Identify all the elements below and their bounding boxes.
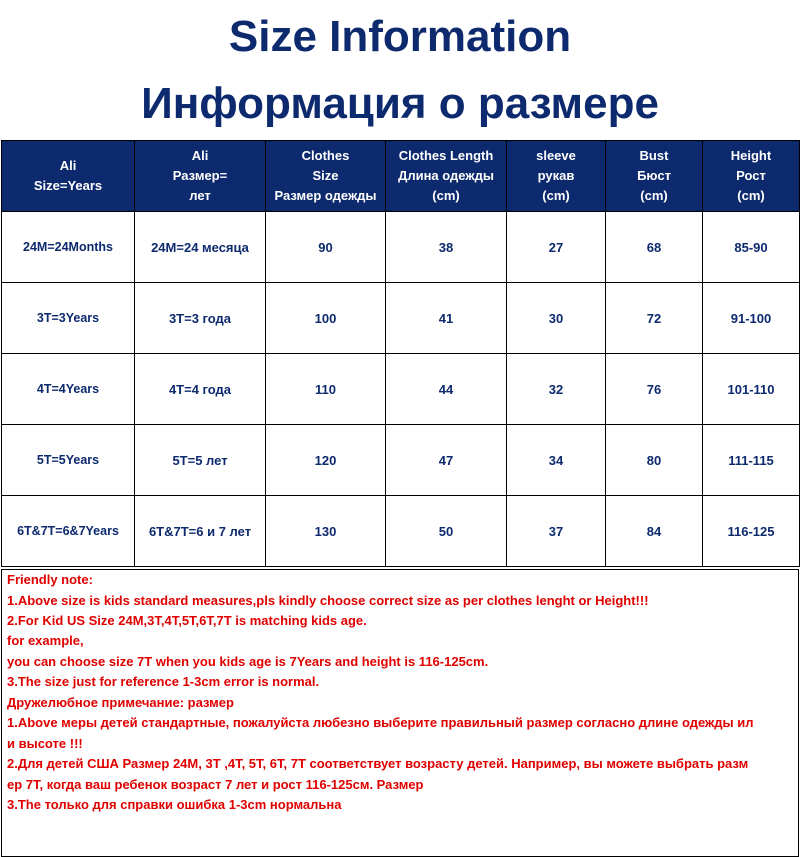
size-table bbox=[1, 140, 800, 567]
header-line: Height bbox=[730, 148, 772, 163]
header-line: Size bbox=[312, 168, 339, 183]
header-line: Рост bbox=[736, 168, 766, 183]
note-line: you can choose size 7T when you kids age is 7Years and height is 116-125cm. bbox=[7, 654, 489, 669]
header-ali-razmer-let bbox=[135, 141, 266, 212]
cell-clothes-length: 41 bbox=[386, 283, 507, 354]
header-bust bbox=[606, 141, 703, 212]
header-sleeve bbox=[507, 141, 606, 212]
header-line: (cm) bbox=[640, 188, 668, 203]
size-table-header-row bbox=[2, 141, 800, 212]
title-english: Size Information bbox=[228, 12, 572, 61]
header-line: Bust bbox=[639, 148, 669, 163]
cell-clothes-size: 100 bbox=[266, 283, 386, 354]
cell-size-russian: 5T=5 лет bbox=[135, 425, 266, 496]
cell-size-years: 3T=3Years bbox=[2, 283, 135, 354]
cell-size-russian: 3T=3 года bbox=[135, 283, 266, 354]
note-line: 2.For Kid US Size 24M,3T,4T,5T,6T,7T is matching kids age. bbox=[7, 613, 367, 628]
note-line: 1.Above меры детей стандартные, пожалуйста любезно выберите правильный размер согласно длине одежды ил bbox=[7, 715, 754, 730]
header-line: лет bbox=[189, 188, 211, 203]
table-row bbox=[2, 354, 800, 425]
cell-bust: 84 bbox=[606, 496, 703, 567]
cell-sleeve: 34 bbox=[507, 425, 606, 496]
cell-size-years: 4T=4Years bbox=[2, 354, 135, 425]
cell-bust: 68 bbox=[606, 212, 703, 283]
cell-height: 116-125 bbox=[703, 496, 800, 567]
cell-sleeve: 30 bbox=[507, 283, 606, 354]
cell-clothes-size: 90 bbox=[266, 212, 386, 283]
header-line: Размер одежды bbox=[274, 188, 377, 203]
header-line: sleeve bbox=[536, 148, 576, 163]
header-ali-size-years bbox=[2, 141, 135, 212]
table-row bbox=[2, 283, 800, 354]
title-block bbox=[0, 0, 800, 140]
header-line: Size=Years bbox=[33, 178, 103, 193]
header-line: Длина одежды bbox=[398, 168, 494, 183]
note-line: 2.Для детей США Размер 24M, 3T ,4T, 5T, 6T, 7T соответствует возрасту детей. Например, вы можете выбрать разм bbox=[7, 756, 749, 771]
cell-clothes-length: 38 bbox=[386, 212, 507, 283]
note-line: 1.Above size is kids standard measures,pls kindly choose correct size as per clothes lenght or Height!!! bbox=[7, 593, 649, 608]
cell-bust: 72 bbox=[606, 283, 703, 354]
cell-height: 111-115 bbox=[703, 425, 800, 496]
header-height bbox=[703, 141, 800, 212]
cell-clothes-length: 47 bbox=[386, 425, 507, 496]
friendly-notes bbox=[1, 569, 799, 857]
cell-clothes-size: 110 bbox=[266, 354, 386, 425]
cell-sleeve: 32 bbox=[507, 354, 606, 425]
note-line: ер 7T, когда ваш ребенок возраст 7 лет и рост 116-125см. Размер bbox=[7, 777, 424, 792]
header-line: (cm) bbox=[737, 188, 765, 203]
cell-height: 85-90 bbox=[703, 212, 800, 283]
note-line: for example, bbox=[7, 633, 84, 648]
cell-size-russian: 4T=4 года bbox=[135, 354, 266, 425]
note-line: 3.The size just for reference 1-3cm error is normal. bbox=[7, 674, 320, 689]
cell-size-years: 5T=5Years bbox=[2, 425, 135, 496]
header-line: Clothes bbox=[301, 148, 350, 163]
table-row bbox=[2, 425, 800, 496]
cell-sleeve: 37 bbox=[507, 496, 606, 567]
cell-clothes-size: 130 bbox=[266, 496, 386, 567]
note-line: 3.The только для справки ошибка 1-3cm нормальна bbox=[7, 797, 342, 812]
header-clothes-length bbox=[386, 141, 507, 212]
cell-height: 91-100 bbox=[703, 283, 800, 354]
header-line: рукав bbox=[537, 168, 575, 183]
cell-size-years: 24M=24Months bbox=[2, 212, 135, 283]
cell-size-russian: 6T&7T=6 и 7 лет bbox=[135, 496, 266, 567]
header-line: Ali bbox=[191, 148, 209, 163]
note-line: Friendly note: bbox=[7, 572, 93, 587]
header-clothes-size bbox=[266, 141, 386, 212]
header-line: Размер= bbox=[172, 168, 228, 183]
note-line: и высоте !!! bbox=[7, 736, 83, 751]
cell-size-years: 6T&7T=6&7Years bbox=[2, 496, 135, 567]
note-line: Дружелюбное примечание: размер bbox=[7, 695, 234, 710]
cell-clothes-length: 50 bbox=[386, 496, 507, 567]
table-row bbox=[2, 496, 800, 567]
cell-clothes-size: 120 bbox=[266, 425, 386, 496]
header-line: (cm) bbox=[432, 188, 460, 203]
cell-bust: 76 bbox=[606, 354, 703, 425]
header-line: Бюст bbox=[637, 168, 671, 183]
cell-sleeve: 27 bbox=[507, 212, 606, 283]
header-line: (cm) bbox=[542, 188, 570, 203]
title-russian: Информация о размере bbox=[141, 79, 659, 128]
cell-clothes-length: 44 bbox=[386, 354, 507, 425]
header-line: Clothes Length bbox=[398, 148, 494, 163]
cell-height: 101-110 bbox=[703, 354, 800, 425]
cell-bust: 80 bbox=[606, 425, 703, 496]
header-line: Ali bbox=[59, 158, 77, 173]
cell-size-russian: 24M=24 месяца bbox=[135, 212, 266, 283]
table-row bbox=[2, 212, 800, 283]
